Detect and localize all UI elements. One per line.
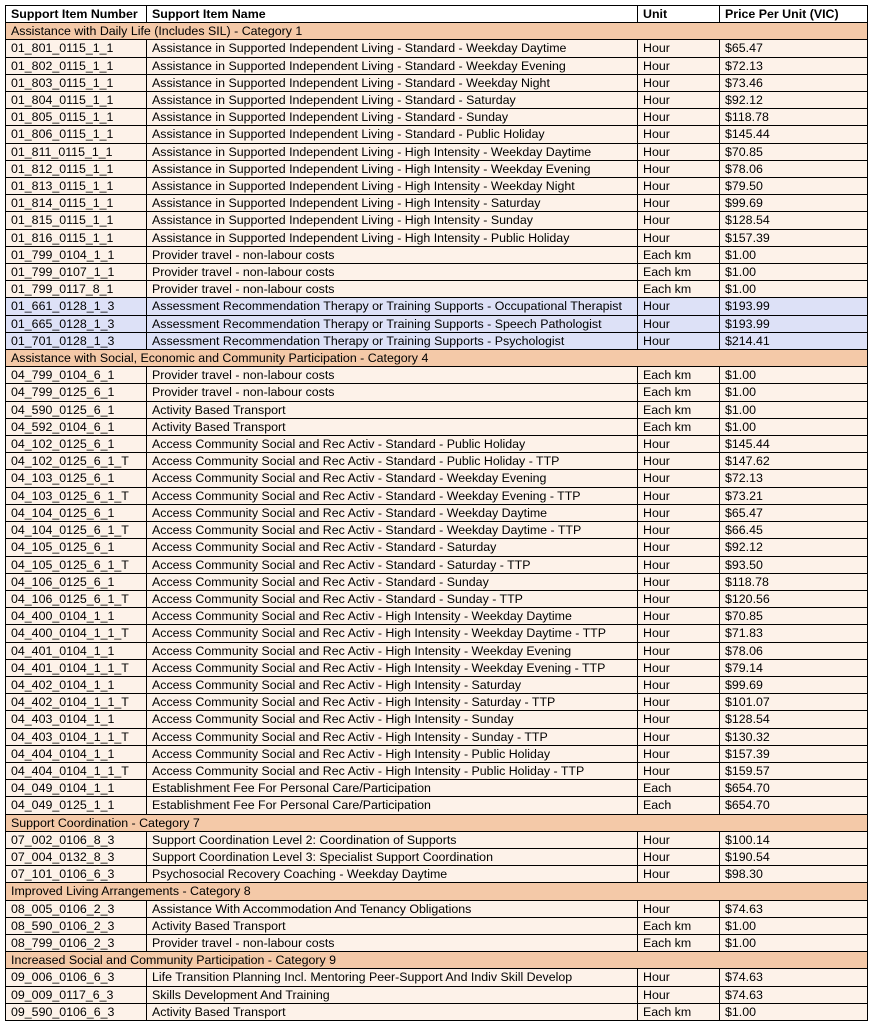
table-row [6, 281, 868, 298]
price-cell: $72.13 [720, 470, 868, 487]
table-row [6, 539, 868, 556]
unit-cell: Hour [638, 126, 720, 143]
table-row [6, 246, 868, 263]
support-item-number-cell: 01_815_0115_1_1 [6, 212, 147, 229]
unit-cell: Each km [638, 281, 720, 298]
support-item-number-cell: 04_103_0125_6_1_T [6, 487, 147, 504]
support-item-number-cell: 08_005_0106_2_3 [6, 900, 147, 917]
support-item-name-cell: Access Community Social and Rec Activ - Standard - Weekday Evening - TTP [147, 487, 638, 504]
unit-cell: Hour [638, 866, 720, 883]
support-item-number-cell: 01_661_0128_1_3 [6, 298, 147, 315]
price-cell: $157.39 [720, 745, 868, 762]
table-row [6, 315, 868, 332]
category-title: Increased Social and Community Participation - Category 9 [6, 952, 868, 969]
table-row [6, 40, 868, 57]
support-item-number-cell: 01_811_0115_1_1 [6, 143, 147, 160]
table-row [6, 642, 868, 659]
support-item-number-cell: 04_401_0104_1_1 [6, 642, 147, 659]
table-row [6, 625, 868, 642]
table-row [6, 92, 868, 109]
price-cell: $130.32 [720, 728, 868, 745]
category-title: Improved Living Arrangements - Category 8 [6, 883, 868, 900]
table-row [6, 608, 868, 625]
support-item-number-cell: 04_102_0125_6_1 [6, 436, 147, 453]
support-item-name-cell: Access Community Social and Rec Activ - High Intensity - Weekday Evening - TTP [147, 659, 638, 676]
table-row [6, 57, 868, 74]
table-row [6, 745, 868, 762]
table-row [6, 762, 868, 779]
table-row [6, 831, 868, 848]
price-cell: $74.63 [720, 986, 868, 1003]
price-cell: $99.69 [720, 676, 868, 693]
price-cell: $1.00 [720, 401, 868, 418]
unit-cell: Hour [638, 573, 720, 590]
support-item-number-cell: 01_665_0128_1_3 [6, 315, 147, 332]
support-item-number-cell: 04_799_0104_6_1 [6, 367, 147, 384]
price-cell: $65.47 [720, 40, 868, 57]
category-row [6, 814, 868, 831]
price-cell: $99.69 [720, 195, 868, 212]
unit-cell: Hour [638, 590, 720, 607]
support-item-name-cell: Access Community Social and Rec Activ - High Intensity - Weekday Daytime [147, 608, 638, 625]
table-row [6, 969, 868, 986]
support-item-name-cell: Access Community Social and Rec Activ - Standard - Saturday [147, 539, 638, 556]
table-row [6, 178, 868, 195]
price-cell: $65.47 [720, 504, 868, 521]
unit-cell: Hour [638, 900, 720, 917]
table-row [6, 229, 868, 246]
price-cell: $71.83 [720, 625, 868, 642]
price-cell: $72.13 [720, 57, 868, 74]
support-item-name-cell: Activity Based Transport [147, 401, 638, 418]
support-item-number-cell: 04_403_0104_1_1_T [6, 728, 147, 745]
price-cell: $654.70 [720, 780, 868, 797]
unit-cell: Hour [638, 109, 720, 126]
support-item-number-cell: 08_590_0106_2_3 [6, 917, 147, 934]
support-item-name-cell: Access Community Social and Rec Activ - Standard - Public Holiday [147, 436, 638, 453]
unit-cell: Hour [638, 332, 720, 349]
table-row [6, 556, 868, 573]
price-cell: $190.54 [720, 848, 868, 865]
price-cell: $120.56 [720, 590, 868, 607]
unit-cell: Hour [638, 694, 720, 711]
price-cell: $1.00 [720, 367, 868, 384]
price-cell: $193.99 [720, 315, 868, 332]
support-item-name-cell: Access Community Social and Rec Activ - Standard - Saturday - TTP [147, 556, 638, 573]
unit-cell: Hour [638, 315, 720, 332]
price-cell: $1.00 [720, 264, 868, 281]
table-row [6, 590, 868, 607]
support-item-number-cell: 01_816_0115_1_1 [6, 229, 147, 246]
table-row [6, 74, 868, 91]
unit-cell: Hour [638, 539, 720, 556]
unit-cell: Hour [638, 711, 720, 728]
support-item-name-cell: Assistance in Supported Independent Living - Standard - Saturday [147, 92, 638, 109]
support-item-number-cell: 04_402_0104_1_1 [6, 676, 147, 693]
support-item-number-cell: 01_805_0115_1_1 [6, 109, 147, 126]
category-title: Assistance with Daily Life (Includes SIL) - Category 1 [6, 23, 868, 40]
support-item-name-cell: Assessment Recommendation Therapy or Training Supports - Speech Pathologist [147, 315, 638, 332]
support-item-number-cell: 04_404_0104_1_1_T [6, 762, 147, 779]
support-item-name-cell: Assistance in Supported Independent Living - High Intensity - Public Holiday [147, 229, 638, 246]
unit-cell: Hour [638, 642, 720, 659]
unit-cell: Each [638, 797, 720, 814]
unit-cell: Each km [638, 264, 720, 281]
support-item-number-cell: 04_106_0125_6_1_T [6, 590, 147, 607]
support-item-name-cell: Activity Based Transport [147, 418, 638, 435]
support-item-number-cell: 01_701_0128_1_3 [6, 332, 147, 349]
support-item-name-cell: Skills Development And Training [147, 986, 638, 1003]
support-item-name-cell: Support Coordination Level 2: Coordination of Supports [147, 831, 638, 848]
price-cell: $78.06 [720, 642, 868, 659]
support-item-number-cell: 01_799_0107_1_1 [6, 264, 147, 281]
unit-cell: Hour [638, 212, 720, 229]
support-item-name-cell: Psychosocial Recovery Coaching - Weekday Daytime [147, 866, 638, 883]
support-item-number-cell: 04_592_0104_6_1 [6, 418, 147, 435]
support-item-name-cell: Assistance in Supported Independent Living - Standard - Sunday [147, 109, 638, 126]
support-item-number-cell: 09_590_0106_6_3 [6, 1003, 147, 1020]
support-item-number-cell: 01_799_0117_8_1 [6, 281, 147, 298]
table-row [6, 436, 868, 453]
unit-cell: Each km [638, 1003, 720, 1020]
table-row [6, 453, 868, 470]
unit-cell: Hour [638, 143, 720, 160]
support-item-number-cell: 04_105_0125_6_1_T [6, 556, 147, 573]
support-item-name-cell: Establishment Fee For Personal Care/Participation [147, 797, 638, 814]
price-cell: $100.14 [720, 831, 868, 848]
support-item-name-cell: Assistance in Supported Independent Living - Standard - Weekday Evening [147, 57, 638, 74]
support-item-name-cell: Support Coordination Level 3: Specialist Support Coordination [147, 848, 638, 865]
price-cell: $1.00 [720, 934, 868, 951]
category-title: Assistance with Social, Economic and Community Participation - Category 4 [6, 350, 868, 367]
support-item-name-cell: Provider travel - non-labour costs [147, 281, 638, 298]
price-cell: $118.78 [720, 109, 868, 126]
support-item-name-cell: Assistance in Supported Independent Living - High Intensity - Weekday Daytime [147, 143, 638, 160]
header-support-item-number: Support Item Number [6, 6, 147, 23]
support-item-number-cell: 01_806_0115_1_1 [6, 126, 147, 143]
unit-cell: Hour [638, 762, 720, 779]
price-cell: $70.85 [720, 143, 868, 160]
support-item-number-cell: 08_799_0106_2_3 [6, 934, 147, 951]
support-item-name-cell: Access Community Social and Rec Activ - Standard - Public Holiday - TTP [147, 453, 638, 470]
table-row [6, 711, 868, 728]
support-item-name-cell: Access Community Social and Rec Activ - Standard - Weekday Daytime [147, 504, 638, 521]
price-cell: $74.63 [720, 969, 868, 986]
price-cell: $1.00 [720, 281, 868, 298]
unit-cell: Hour [638, 986, 720, 1003]
support-item-number-cell: 07_101_0106_6_3 [6, 866, 147, 883]
support-item-name-cell: Assistance in Supported Independent Living - Standard - Weekday Daytime [147, 40, 638, 57]
unit-cell: Each km [638, 401, 720, 418]
table-body [6, 23, 868, 1021]
support-item-name-cell: Provider travel - non-labour costs [147, 246, 638, 263]
unit-cell: Each km [638, 246, 720, 263]
price-cell: $1.00 [720, 917, 868, 934]
price-cell: $93.50 [720, 556, 868, 573]
price-cell: $92.12 [720, 539, 868, 556]
unit-cell: Hour [638, 969, 720, 986]
support-item-name-cell: Access Community Social and Rec Activ - High Intensity - Weekday Daytime - TTP [147, 625, 638, 642]
table-row [6, 676, 868, 693]
unit-cell: Hour [638, 453, 720, 470]
support-item-name-cell: Provider travel - non-labour costs [147, 384, 638, 401]
price-cell: $101.07 [720, 694, 868, 711]
price-cell: $70.85 [720, 608, 868, 625]
support-item-name-cell: Access Community Social and Rec Activ - High Intensity - Weekday Evening [147, 642, 638, 659]
header-price-per-unit: Price Per Unit (VIC) [720, 6, 868, 23]
category-title: Support Coordination - Category 7 [6, 814, 868, 831]
category-row [6, 952, 868, 969]
table-row [6, 522, 868, 539]
price-cell: $118.78 [720, 573, 868, 590]
support-item-number-cell: 04_049_0104_1_1 [6, 780, 147, 797]
support-item-number-cell: 04_799_0125_6_1 [6, 384, 147, 401]
unit-cell: Each km [638, 934, 720, 951]
support-item-name-cell: Access Community Social and Rec Activ - Standard - Sunday [147, 573, 638, 590]
support-item-name-cell: Access Community Social and Rec Activ - High Intensity - Saturday - TTP [147, 694, 638, 711]
table-row [6, 504, 868, 521]
unit-cell: Hour [638, 40, 720, 57]
table-row [6, 160, 868, 177]
support-item-name-cell: Access Community Social and Rec Activ - Standard - Weekday Daytime - TTP [147, 522, 638, 539]
table-row [6, 934, 868, 951]
support-item-number-cell: 04_403_0104_1_1 [6, 711, 147, 728]
support-item-number-cell: 01_813_0115_1_1 [6, 178, 147, 195]
price-cell: $74.63 [720, 900, 868, 917]
table-row [6, 659, 868, 676]
header-unit: Unit [638, 6, 720, 23]
unit-cell: Each km [638, 917, 720, 934]
unit-cell: Hour [638, 522, 720, 539]
header-support-item-name: Support Item Name [147, 6, 638, 23]
support-item-name-cell: Provider travel - non-labour costs [147, 367, 638, 384]
unit-cell: Hour [638, 504, 720, 521]
support-item-number-cell: 04_102_0125_6_1_T [6, 453, 147, 470]
table-row [6, 195, 868, 212]
support-item-name-cell: Assistance in Supported Independent Living - Standard - Weekday Night [147, 74, 638, 91]
price-cell: $1.00 [720, 1003, 868, 1020]
unit-cell: Hour [638, 487, 720, 504]
support-item-name-cell: Provider travel - non-labour costs [147, 934, 638, 951]
unit-cell: Hour [638, 556, 720, 573]
price-cell: $147.62 [720, 453, 868, 470]
support-item-number-cell: 01_814_0115_1_1 [6, 195, 147, 212]
table-row [6, 573, 868, 590]
support-item-number-cell: 04_590_0125_6_1 [6, 401, 147, 418]
unit-cell: Hour [638, 436, 720, 453]
support-item-number-cell: 01_801_0115_1_1 [6, 40, 147, 57]
price-cell: $128.54 [720, 212, 868, 229]
unit-cell: Hour [638, 195, 720, 212]
price-cell: $78.06 [720, 160, 868, 177]
table-row [6, 986, 868, 1003]
support-item-name-cell: Access Community Social and Rec Activ - High Intensity - Saturday [147, 676, 638, 693]
support-item-name-cell: Access Community Social and Rec Activ - Standard - Sunday - TTP [147, 590, 638, 607]
support-item-name-cell: Assistance in Supported Independent Living - High Intensity - Weekday Evening [147, 160, 638, 177]
support-item-number-cell: 04_400_0104_1_1_T [6, 625, 147, 642]
price-cell: $157.39 [720, 229, 868, 246]
unit-cell: Hour [638, 229, 720, 246]
category-row [6, 350, 868, 367]
category-row [6, 23, 868, 40]
support-item-number-cell: 01_804_0115_1_1 [6, 92, 147, 109]
unit-cell: Each km [638, 418, 720, 435]
table-row [6, 418, 868, 435]
support-item-number-cell: 04_401_0104_1_1_T [6, 659, 147, 676]
price-cell: $73.21 [720, 487, 868, 504]
support-item-name-cell: Assistance in Supported Independent Living - High Intensity - Weekday Night [147, 178, 638, 195]
support-item-number-cell: 04_404_0104_1_1 [6, 745, 147, 762]
price-cell: $92.12 [720, 92, 868, 109]
unit-cell: Hour [638, 92, 720, 109]
unit-cell: Hour [638, 831, 720, 848]
table-row [6, 797, 868, 814]
support-item-name-cell: Activity Based Transport [147, 1003, 638, 1020]
price-cell: $159.57 [720, 762, 868, 779]
table-row [6, 384, 868, 401]
support-item-name-cell: Access Community Social and Rec Activ - High Intensity - Public Holiday - TTP [147, 762, 638, 779]
price-cell: $193.99 [720, 298, 868, 315]
price-cell: $79.50 [720, 178, 868, 195]
table-row [6, 470, 868, 487]
price-cell: $79.14 [720, 659, 868, 676]
table-row [6, 487, 868, 504]
table-row [6, 264, 868, 281]
unit-cell: Each [638, 780, 720, 797]
price-cell: $145.44 [720, 436, 868, 453]
header-row [6, 6, 868, 23]
price-cell: $654.70 [720, 797, 868, 814]
table-row [6, 848, 868, 865]
support-item-name-cell: Life Transition Planning Incl. Mentoring Peer-Support And Indiv Skill Develop [147, 969, 638, 986]
support-item-number-cell: 04_103_0125_6_1 [6, 470, 147, 487]
table-row [6, 143, 868, 160]
table-row [6, 401, 868, 418]
unit-cell: Hour [638, 178, 720, 195]
support-item-number-cell: 09_006_0106_6_3 [6, 969, 147, 986]
unit-cell: Hour [638, 298, 720, 315]
support-item-number-cell: 04_105_0125_6_1 [6, 539, 147, 556]
support-item-name-cell: Provider travel - non-labour costs [147, 264, 638, 281]
unit-cell: Each km [638, 384, 720, 401]
table-row [6, 728, 868, 745]
support-item-number-cell: 01_802_0115_1_1 [6, 57, 147, 74]
support-item-number-cell: 04_402_0104_1_1_T [6, 694, 147, 711]
price-cell: $1.00 [720, 418, 868, 435]
unit-cell: Each km [638, 367, 720, 384]
price-cell: $1.00 [720, 246, 868, 263]
price-cell: $98.30 [720, 866, 868, 883]
support-item-name-cell: Assistance in Supported Independent Living - High Intensity - Sunday [147, 212, 638, 229]
support-item-number-cell: 04_049_0125_1_1 [6, 797, 147, 814]
unit-cell: Hour [638, 57, 720, 74]
unit-cell: Hour [638, 608, 720, 625]
support-item-name-cell: Assessment Recommendation Therapy or Training Supports - Occupational Therapist [147, 298, 638, 315]
support-item-number-cell: 04_106_0125_6_1 [6, 573, 147, 590]
support-price-table [5, 5, 868, 1021]
unit-cell: Hour [638, 160, 720, 177]
price-cell: $66.45 [720, 522, 868, 539]
table-row [6, 1003, 868, 1020]
unit-cell: Hour [638, 470, 720, 487]
unit-cell: Hour [638, 745, 720, 762]
table-row [6, 917, 868, 934]
price-cell: $145.44 [720, 126, 868, 143]
support-item-number-cell: 04_104_0125_6_1_T [6, 522, 147, 539]
table-row [6, 298, 868, 315]
unit-cell: Hour [638, 848, 720, 865]
support-item-name-cell: Assistance With Accommodation And Tenancy Obligations [147, 900, 638, 917]
table-row [6, 866, 868, 883]
support-item-name-cell: Assistance in Supported Independent Living - Standard - Public Holiday [147, 126, 638, 143]
table-row [6, 900, 868, 917]
unit-cell: Hour [638, 728, 720, 745]
support-item-number-cell: 01_803_0115_1_1 [6, 74, 147, 91]
table-row [6, 332, 868, 349]
support-item-number-cell: 04_104_0125_6_1 [6, 504, 147, 521]
price-cell: $128.54 [720, 711, 868, 728]
support-item-number-cell: 01_799_0104_1_1 [6, 246, 147, 263]
support-item-name-cell: Access Community Social and Rec Activ - High Intensity - Sunday [147, 711, 638, 728]
support-item-name-cell: Access Community Social and Rec Activ - High Intensity - Sunday - TTP [147, 728, 638, 745]
support-item-number-cell: 04_400_0104_1_1 [6, 608, 147, 625]
table-row [6, 126, 868, 143]
support-item-number-cell: 07_004_0132_8_3 [6, 848, 147, 865]
unit-cell: Hour [638, 659, 720, 676]
support-item-number-cell: 09_009_0117_6_3 [6, 986, 147, 1003]
support-item-name-cell: Access Community Social and Rec Activ - Standard - Weekday Evening [147, 470, 638, 487]
table-row [6, 367, 868, 384]
support-item-name-cell: Access Community Social and Rec Activ - High Intensity - Public Holiday [147, 745, 638, 762]
table-row [6, 109, 868, 126]
unit-cell: Hour [638, 676, 720, 693]
unit-cell: Hour [638, 625, 720, 642]
table-row [6, 780, 868, 797]
unit-cell: Hour [638, 74, 720, 91]
table-row [6, 212, 868, 229]
price-cell: $1.00 [720, 384, 868, 401]
table-row [6, 694, 868, 711]
support-item-name-cell: Assessment Recommendation Therapy or Training Supports - Psychologist [147, 332, 638, 349]
category-row [6, 883, 868, 900]
support-item-name-cell: Assistance in Supported Independent Living - High Intensity - Saturday [147, 195, 638, 212]
support-item-number-cell: 07_002_0106_8_3 [6, 831, 147, 848]
price-cell: $214.41 [720, 332, 868, 349]
price-cell: $73.46 [720, 74, 868, 91]
support-item-name-cell: Establishment Fee For Personal Care/Participation [147, 780, 638, 797]
support-item-name-cell: Activity Based Transport [147, 917, 638, 934]
support-item-number-cell: 01_812_0115_1_1 [6, 160, 147, 177]
